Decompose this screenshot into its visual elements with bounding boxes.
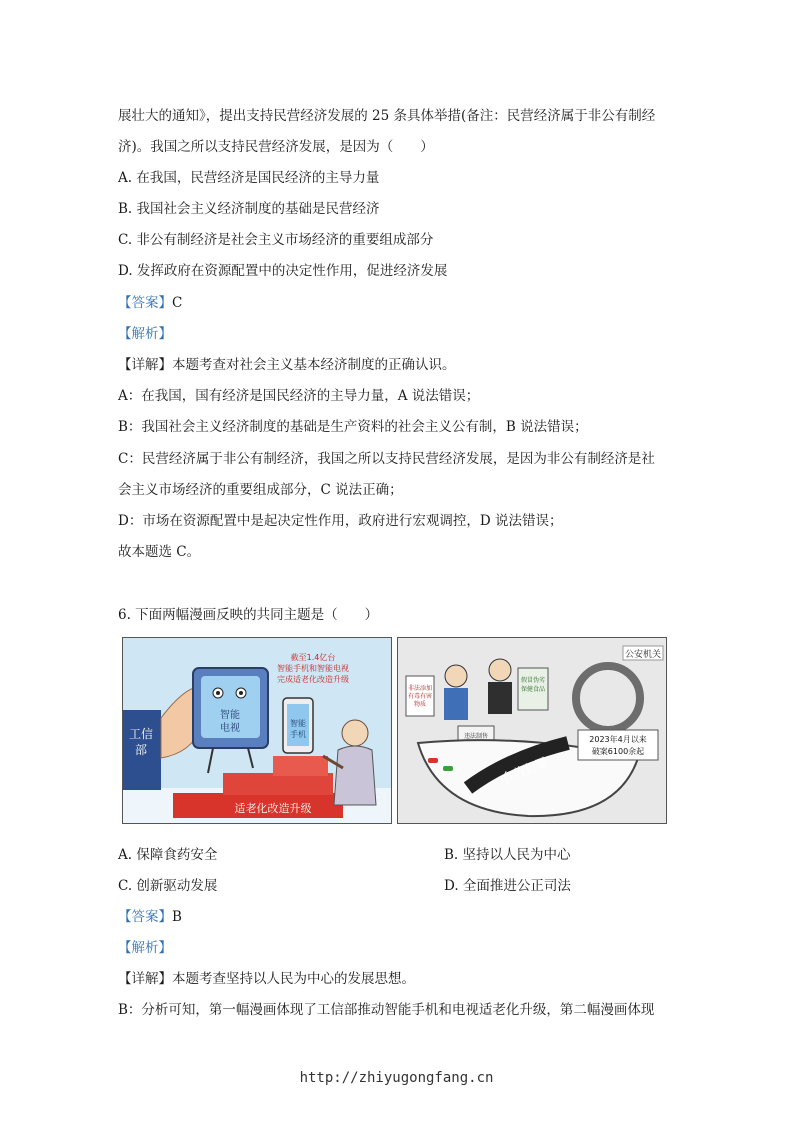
q5-explanation-d: D：市场在资源配置中是起决定性作用，政府进行宏观调控，D 说法错误；	[118, 513, 563, 529]
cartoon-aging-friendly	[122, 637, 392, 824]
detail-text: 本题考查坚持以人民为中心的发展思想。	[172, 971, 415, 987]
tv-label-2: 电视	[220, 723, 240, 734]
detail-tag: 【详解】	[118, 357, 172, 373]
q5-option-a: A. 在我国，民营经济是国民经济的主导力量	[118, 170, 380, 186]
elderly-head	[342, 720, 368, 746]
q6-detail	[118, 967, 415, 987]
q6-option-b: B. 坚持以人民为中心	[444, 847, 571, 863]
q5-option-b: B. 我国社会主义经济制度的基础是民营经济	[118, 201, 380, 217]
badge-label: 公安机关	[624, 650, 662, 660]
caption-line-3: 完成适老化改造升级	[277, 675, 349, 684]
svg-text:假冒伪劣: 假冒伪劣	[520, 677, 546, 684]
q5-stem-line-1: 展壮大的通知》，提出支持民营经济发展的 25 条具体举措(备注：民营经济属于非公有制经	[118, 108, 656, 124]
q5-conclusion: 故本题选 C。	[118, 544, 201, 560]
hand-label-1: 工信	[128, 727, 154, 741]
elderly-body	[334, 746, 376, 805]
footer-url[interactable]: http://zhiyugongfang.cn	[299, 1070, 494, 1086]
svg-text:违法制售: 违法制售	[463, 733, 489, 740]
q6-analysis-tag: 【解析】	[118, 940, 172, 956]
step-label: 适老化改造升级	[234, 802, 312, 815]
cartoon-food-drug-crime	[397, 637, 667, 824]
phone-label-2: 手机	[290, 730, 306, 739]
q6-answer	[118, 905, 182, 925]
q5-detail	[118, 353, 456, 373]
cartoon-aging-friendly-art	[123, 638, 391, 823]
answer-tag: 【答案】	[118, 909, 172, 925]
q6-stem: 6. 下面两幅漫画反映的共同主题是（ ）	[118, 607, 379, 623]
tv-label-1: 智能	[220, 710, 240, 721]
answer-value: B	[172, 909, 182, 925]
q5-option-d: D. 发挥政府在资源配置中的决定性作用，促进经济发展	[118, 263, 448, 279]
step-middle	[223, 773, 333, 795]
caption-line-2: 智能手机和智能电视	[277, 664, 349, 673]
svg-text:保健食品: 保健食品	[520, 686, 546, 693]
q5-answer	[118, 291, 182, 311]
q6-option-c: C. 创新驱动发展	[118, 878, 218, 894]
detail-tag: 【详解】	[118, 971, 172, 987]
phone-label-1: 智能	[290, 719, 306, 728]
q6-option-d: D. 全面推进公正司法	[444, 878, 571, 894]
q6-explanation: B：分析可知，第一幅漫画体现了工信部推动智能手机和电视适老化升级，第二幅漫画体现	[118, 1002, 655, 1018]
cartoon-food-drug-crime-art	[398, 638, 666, 823]
step-top	[273, 756, 328, 776]
detail-text: 本题考查对社会主义基本经济制度的正确认识。	[172, 357, 456, 373]
q5-stem-line-2: 济)。我国之所以支持民营经济发展，是因为（ ）	[118, 139, 434, 155]
q5-explanation-c-line2: 会主义市场经济的重要组成部分，C 说法正确；	[118, 482, 403, 498]
bowl-label: 食药犯罪	[499, 754, 550, 786]
q5-analysis-tag: 【解析】	[118, 326, 172, 342]
q5-explanation-a: A：在我国，国有经济是国民经济的主导力量，A 说法错误；	[118, 388, 480, 404]
q5-option-c: C. 非公有制经济是社会主义市场经济的重要组成部分	[118, 232, 434, 248]
answer-value: C	[172, 295, 183, 311]
caption-line-1: 截至1.4亿台	[290, 653, 336, 662]
stat-line-2: 破案6100余起	[591, 747, 645, 756]
q6-option-a: A. 保障食药安全	[118, 847, 218, 863]
answer-tag: 【答案】	[118, 295, 172, 311]
hand-label-2: 部	[134, 743, 148, 757]
svg-text:非法添加: 非法添加	[407, 685, 433, 692]
q5-explanation-c-line1: C：民营经济属于非公有制经济，我国之所以支持民营经济发展，是因为非公有制经济是社	[118, 451, 655, 467]
q5-explanation-b: B：我国社会主义经济制度的基础是生产资料的社会主义公有制，B 说法错误；	[118, 419, 588, 435]
svg-text:有毒有害: 有毒有害	[407, 693, 433, 700]
svg-text:物质: 物质	[413, 701, 427, 708]
stat-line-1: 2023年4月以来	[589, 735, 647, 744]
